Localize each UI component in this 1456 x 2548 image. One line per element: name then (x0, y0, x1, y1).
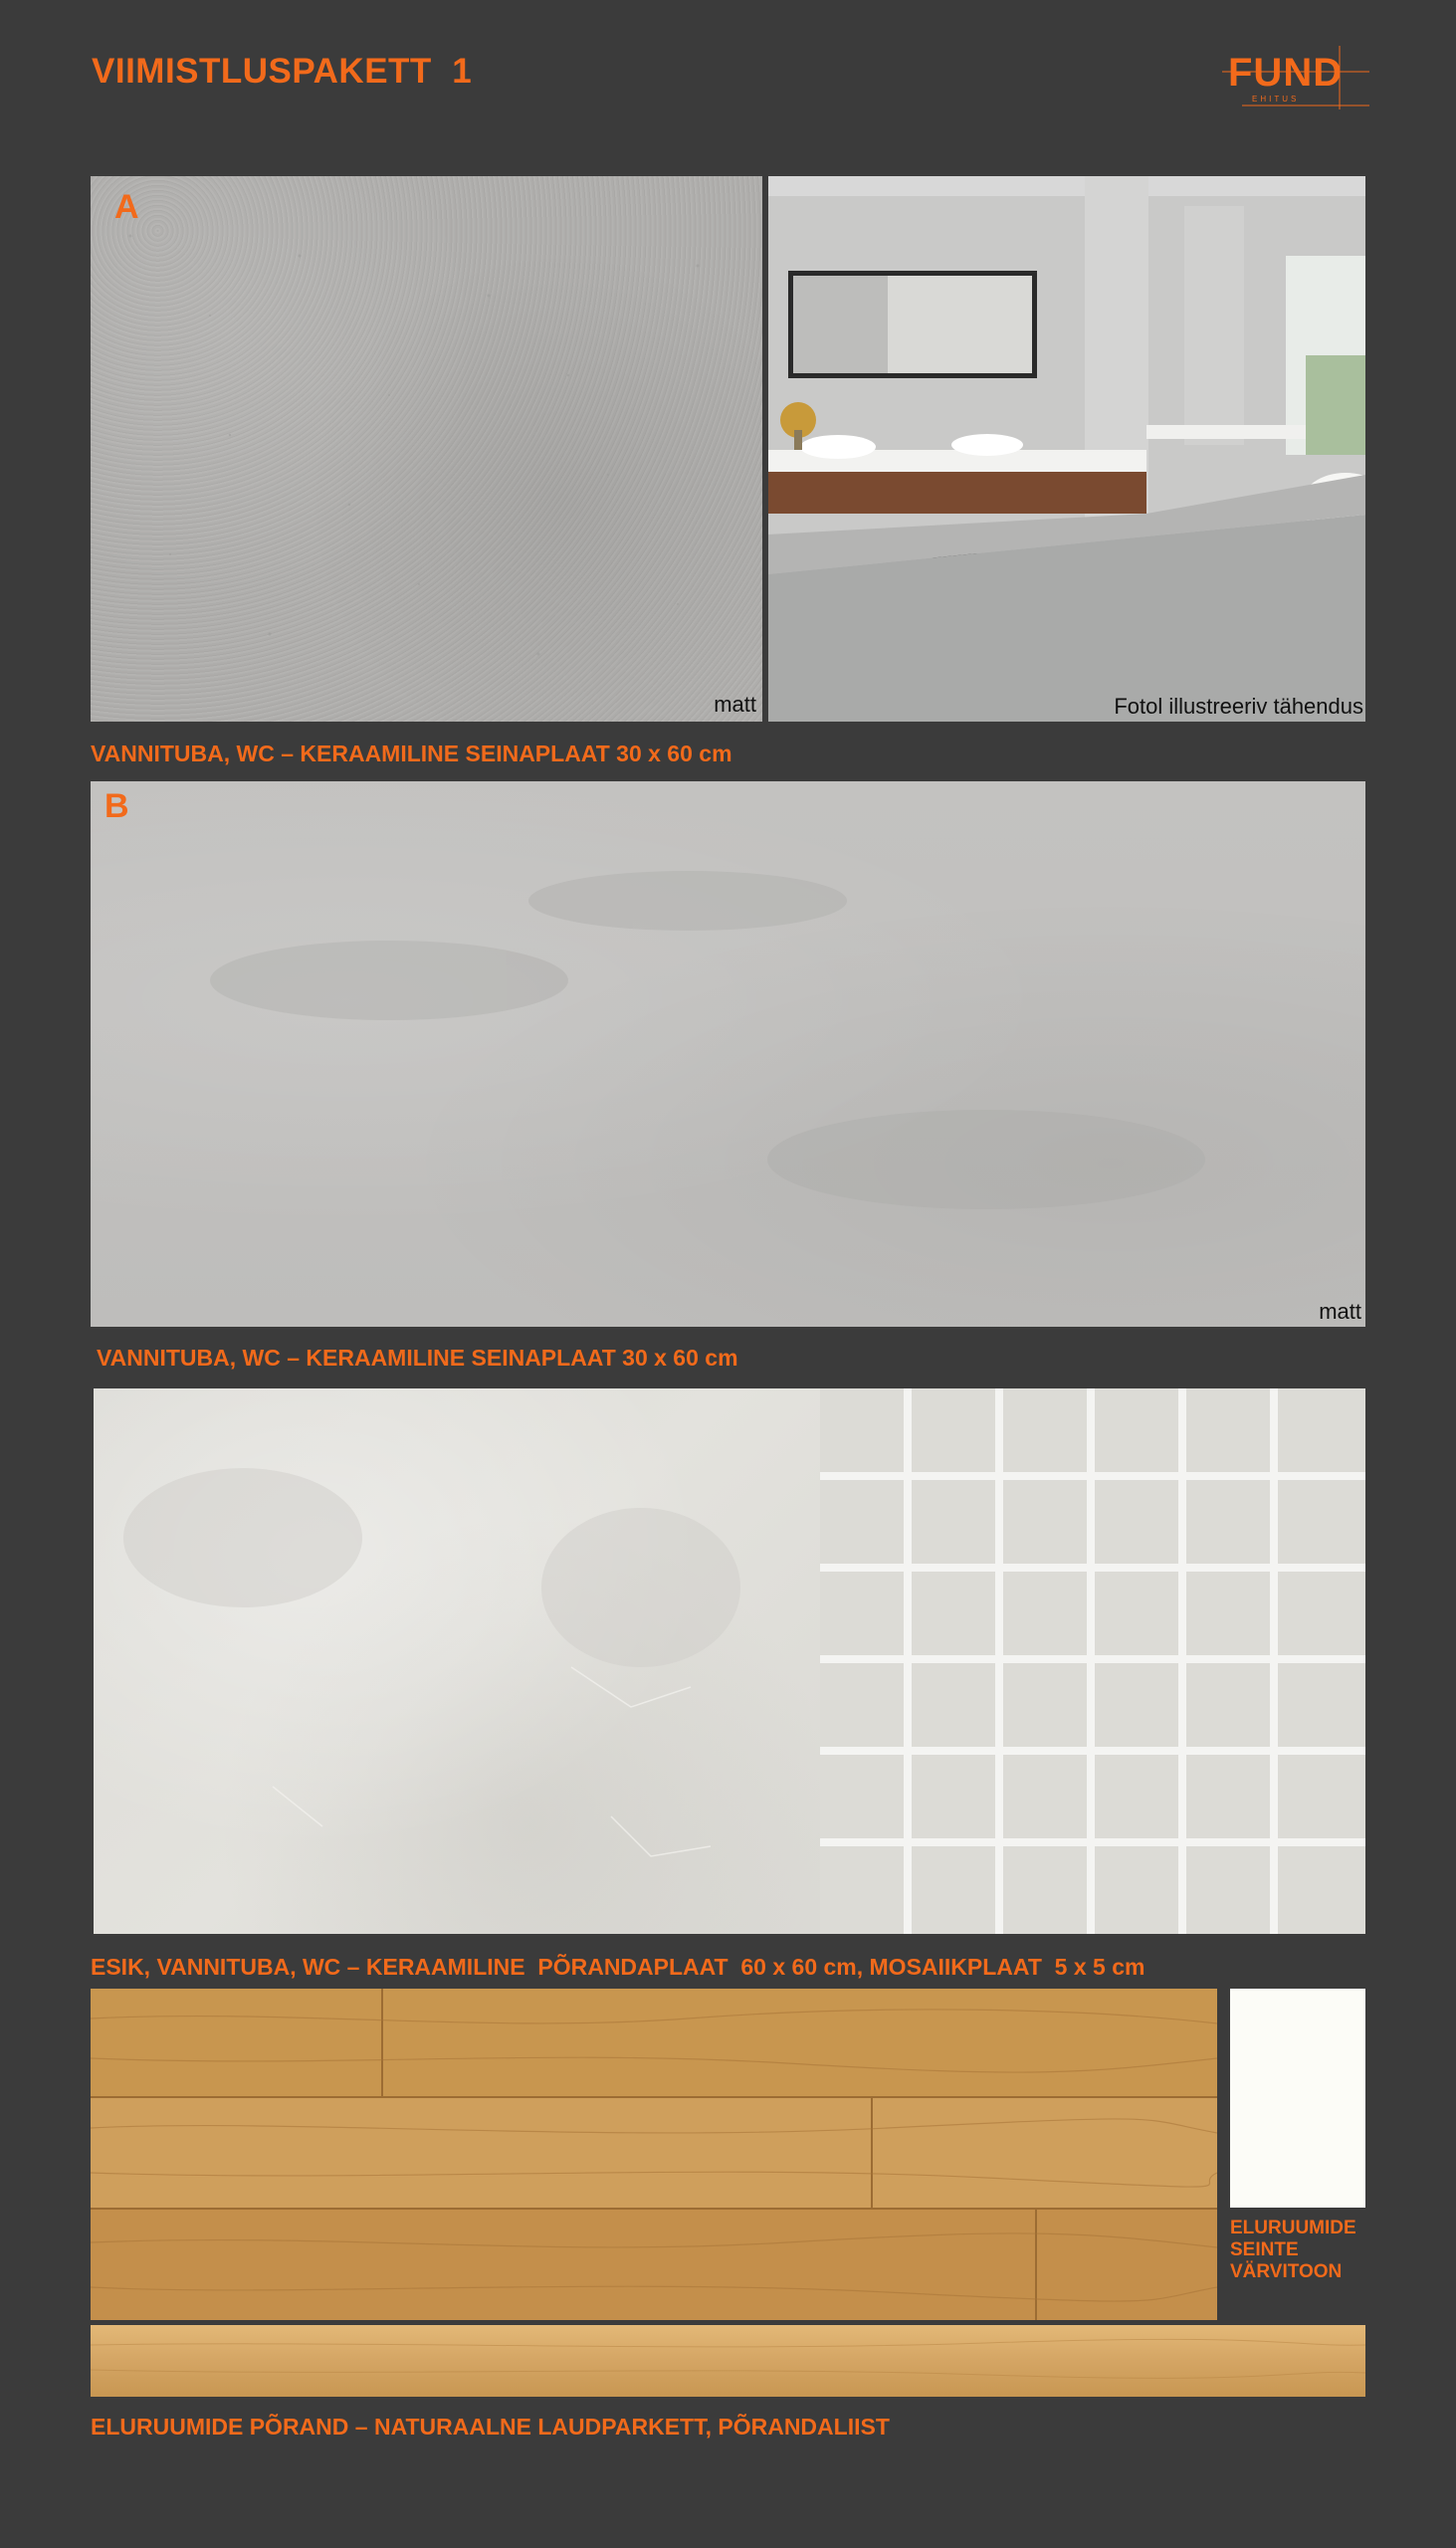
section-wood-caption: ELURUUMIDE PÕRAND – NATURAALNE LAUDPARKETT, PÕRANDALIIST (91, 2414, 890, 2440)
page-title: VIIMISTLUSPAKETT 1 (92, 52, 473, 91)
bathroom-scene (768, 176, 1365, 722)
fund-logo (1222, 44, 1369, 115)
wall-color-swatch (1230, 1989, 1365, 2208)
skirting-board-swatch (91, 2325, 1365, 2397)
wall-tile-a-swatch (91, 176, 762, 722)
mosaic-grid (820, 1388, 1365, 1934)
mosaic-tile-swatch (820, 1388, 1365, 1934)
parquet-planks (91, 1989, 1217, 2320)
section-b-caption: VANNITUBA, WC – KERAAMILINE SEINAPLAAT 30 x 60 cm (97, 1345, 738, 1371)
parquet-swatch (91, 1989, 1217, 2320)
wall-color-caption: ELURUUMIDE SEINTE VÄRVITOON (1230, 2218, 1356, 2282)
tile-a-texture (91, 176, 762, 722)
tile-b-finish-label: matt (1319, 1299, 1361, 1324)
section-b-letter: B (104, 787, 129, 825)
floor-tile-swatch (94, 1388, 820, 1934)
section-a-caption: VANNITUBA, WC – KERAAMILINE SEINAPLAAT 30 x 60 cm (91, 741, 732, 766)
tile-a-finish-label: matt (714, 692, 756, 717)
tile-b-texture (91, 781, 1365, 1327)
photo-note: Fotol illustreeriv tähendus (1114, 694, 1363, 719)
skirting-grain (91, 2325, 1365, 2397)
bathroom-illustration-photo (768, 176, 1365, 722)
logo-text: FUND (1228, 51, 1344, 95)
floor-tile-texture (94, 1388, 820, 1934)
section-a-letter: A (114, 188, 139, 226)
section-floor-caption: ESIK, VANNITUBA, WC – KERAAMILINE PÕRANDAPLAAT 60 x 60 cm, MOSAIIKPLAAT 5 x 5 cm (91, 1954, 1145, 1980)
logo-subtext: EHITUS (1252, 95, 1300, 104)
wall-tile-b-swatch (91, 781, 1365, 1327)
